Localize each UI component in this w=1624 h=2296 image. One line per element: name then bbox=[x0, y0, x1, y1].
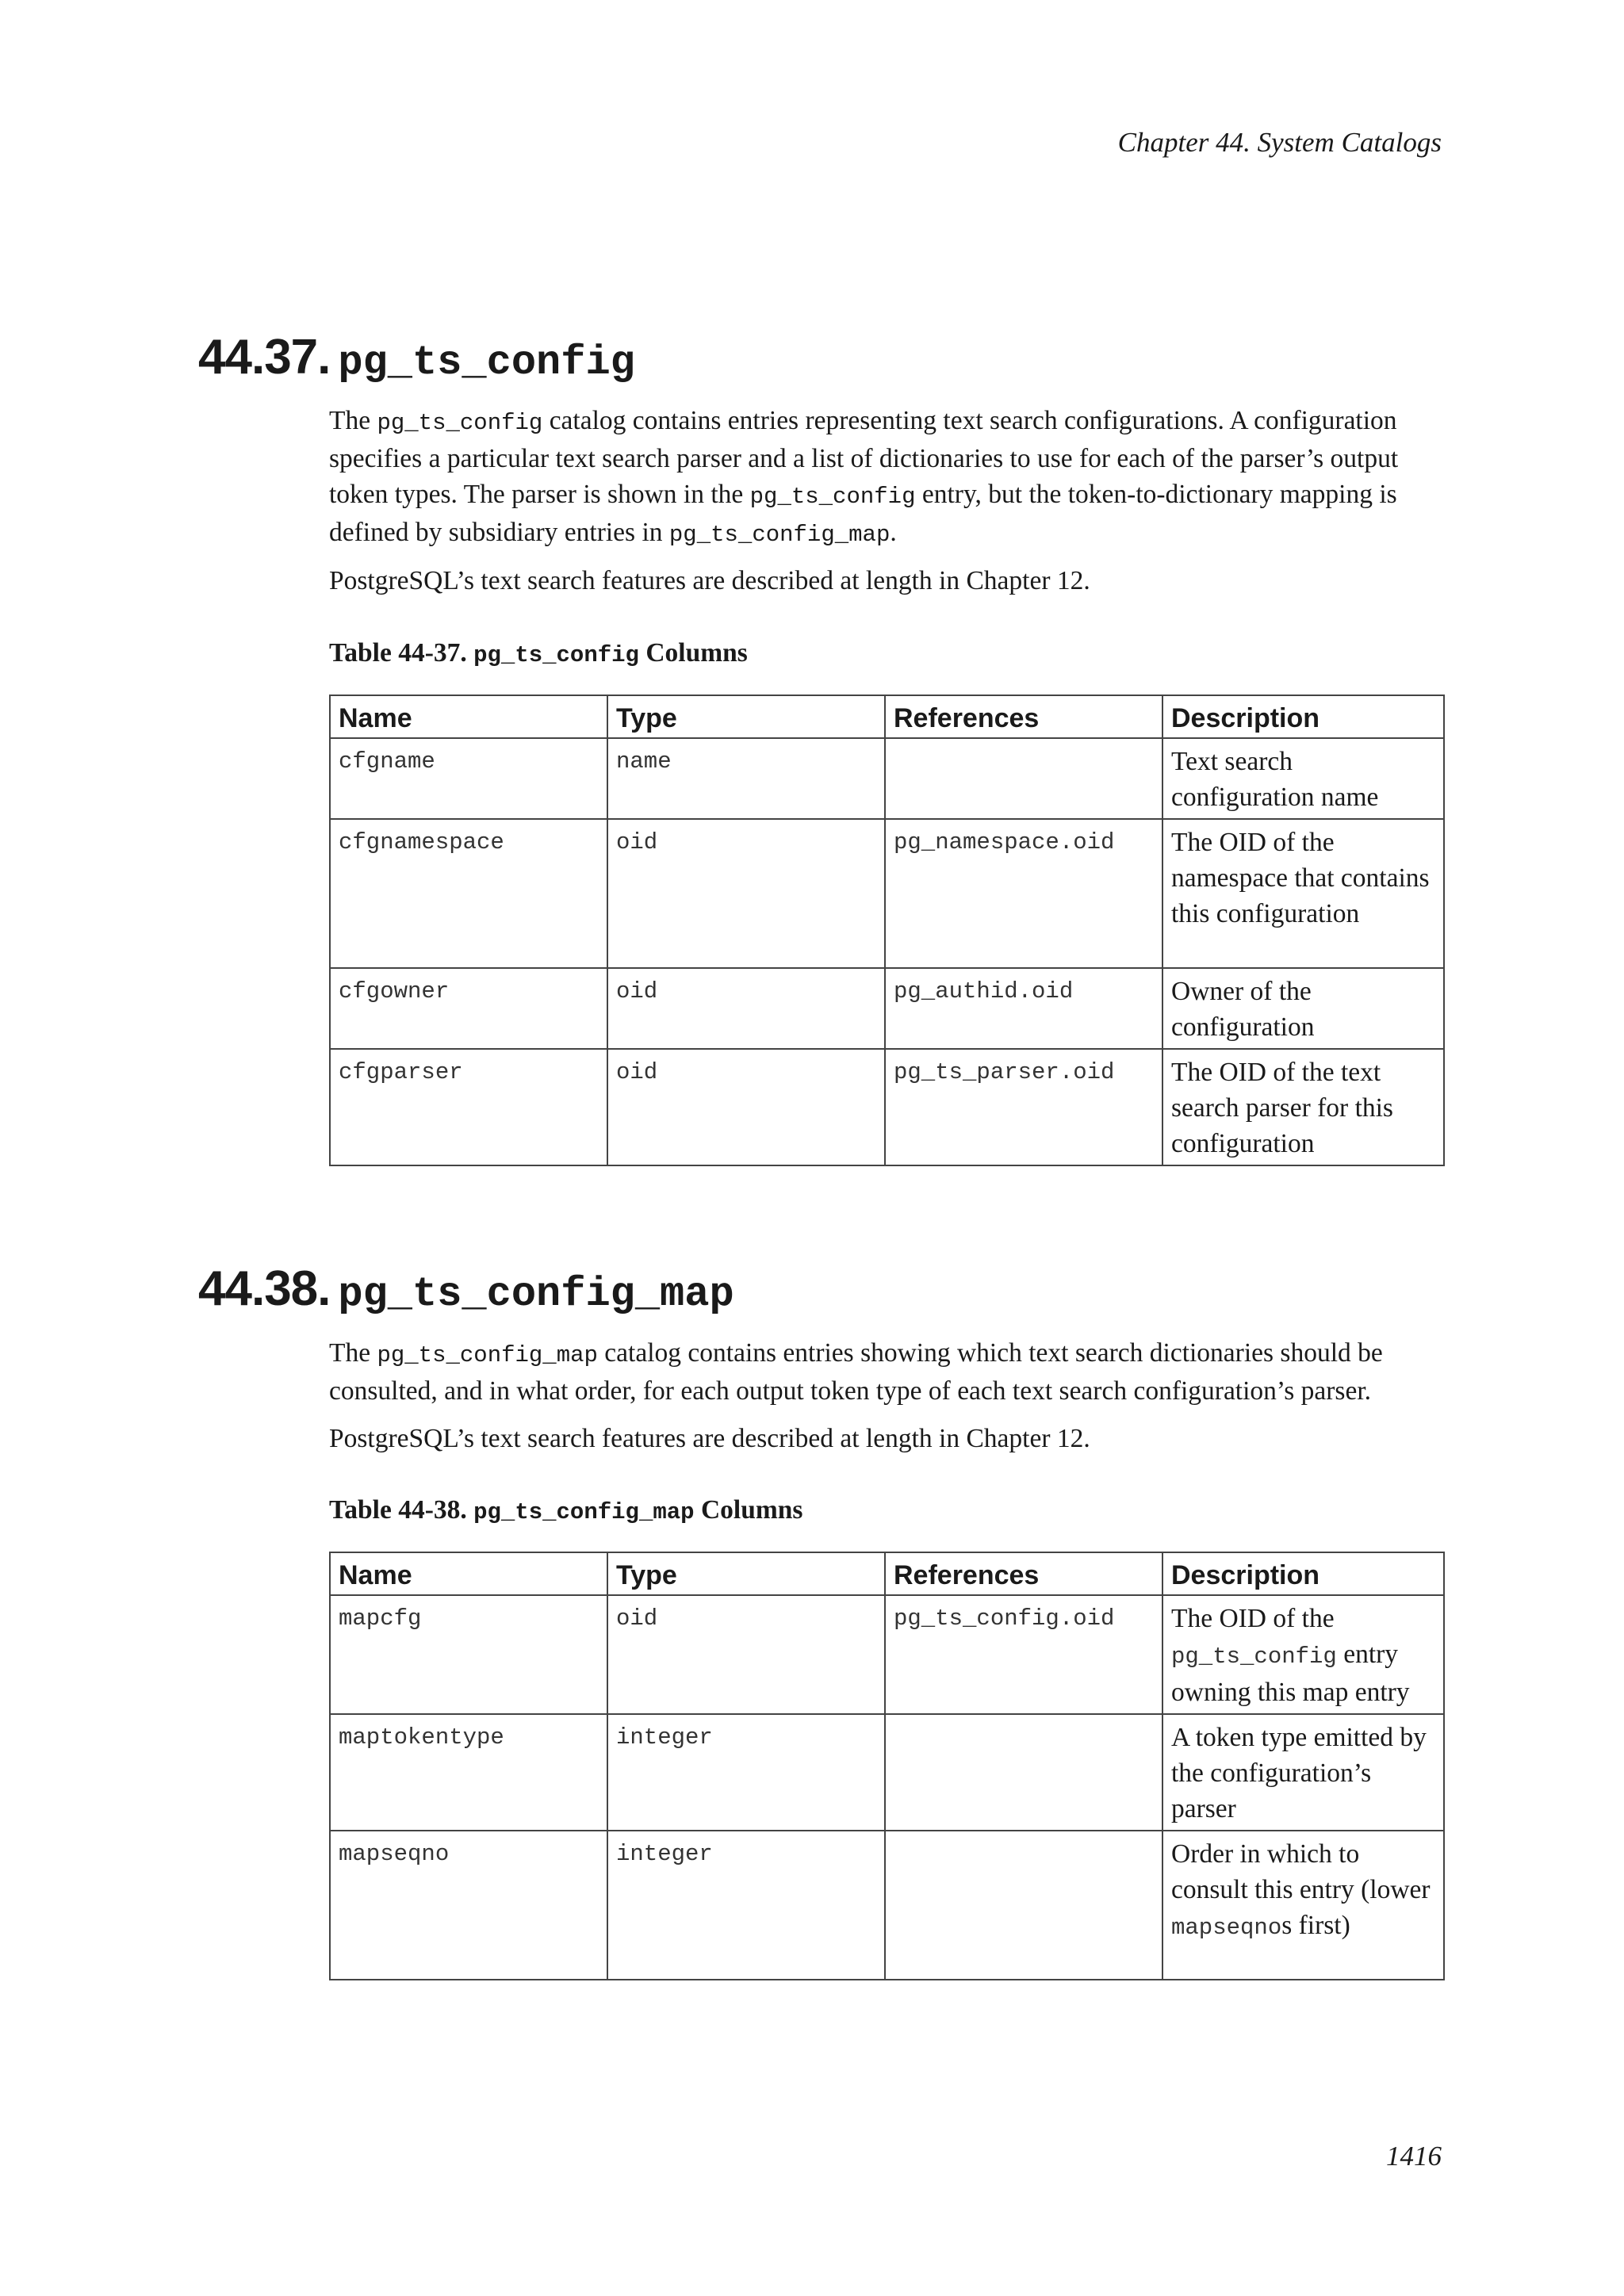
cell-type: oid bbox=[607, 1595, 885, 1714]
cell-references: pg_ts_config.oid bbox=[885, 1595, 1162, 1714]
inline-code: pg_ts_config bbox=[377, 410, 543, 436]
cell-description bbox=[1162, 1595, 1444, 1714]
table-caption bbox=[329, 638, 748, 668]
description-text: The OID of the bbox=[1171, 1604, 1335, 1633]
section-title: pg_ts_config bbox=[338, 339, 635, 386]
cell-references bbox=[885, 738, 1162, 819]
header-name: Name bbox=[330, 1552, 607, 1595]
caption-suffix: Columns bbox=[638, 638, 748, 668]
description-text: entry owning this map entry bbox=[1171, 1640, 1410, 1707]
section-title: pg_ts_config_map bbox=[338, 1271, 734, 1318]
section-intro-paragraph bbox=[329, 1335, 1443, 1409]
table-row bbox=[330, 1714, 1444, 1831]
section-note-paragraph: PostgreSQL’s text search features are described at length in Chapter 12. bbox=[329, 566, 1090, 595]
cell-description: The OID of the namespace that contains this configuration bbox=[1162, 819, 1444, 968]
header-type: Type bbox=[607, 1552, 885, 1595]
inline-code: pg_ts_config bbox=[1171, 1644, 1337, 1670]
cell-name: mapcfg bbox=[330, 1595, 607, 1714]
table-header-row bbox=[330, 695, 1444, 738]
header-description: Description bbox=[1162, 1552, 1444, 1595]
section-intro-paragraph bbox=[329, 403, 1443, 553]
inline-code: pg_ts_config_map bbox=[377, 1342, 598, 1368]
caption-prefix: Table 44-38. bbox=[329, 1495, 474, 1525]
caption-code: pg_ts_config_map bbox=[473, 1499, 695, 1525]
cell-description: Text search configuration name bbox=[1162, 738, 1444, 819]
cell-name: mapseqno bbox=[330, 1831, 607, 1980]
section-note-paragraph: PostgreSQL’s text search features are described at length in Chapter 12. bbox=[329, 1424, 1090, 1453]
cell-name: cfgowner bbox=[330, 968, 607, 1049]
table-row bbox=[330, 968, 1444, 1049]
cell-references bbox=[885, 1714, 1162, 1831]
inline-code: pg_ts_config_map bbox=[668, 522, 891, 548]
cell-name: maptokentype bbox=[330, 1714, 607, 1831]
cell-name: cfgparser bbox=[330, 1049, 607, 1165]
pg-ts-config-map-columns-table bbox=[329, 1552, 1445, 1980]
pg-ts-config-columns-table bbox=[329, 695, 1445, 1166]
cell-references: pg_authid.oid bbox=[885, 968, 1162, 1049]
caption-code: pg_ts_config bbox=[473, 642, 639, 668]
caption-prefix: Table 44-37. bbox=[329, 638, 474, 668]
header-description: Description bbox=[1162, 695, 1444, 738]
description-text: Order in which to consult this entry (lower bbox=[1171, 1839, 1431, 1904]
cell-type: integer bbox=[607, 1714, 885, 1831]
table-row bbox=[330, 819, 1444, 968]
table-row bbox=[330, 1831, 1444, 1980]
intro-text: . bbox=[890, 518, 897, 547]
cell-description: The OID of the text search parser for this configuration bbox=[1162, 1049, 1444, 1165]
cell-description bbox=[1162, 1831, 1444, 1980]
table-caption bbox=[329, 1495, 802, 1525]
cell-name: cfgname bbox=[330, 738, 607, 819]
table-header-row bbox=[330, 1552, 1444, 1595]
description-text: s first) bbox=[1281, 1911, 1350, 1940]
table-row bbox=[330, 738, 1444, 819]
cell-type: integer bbox=[607, 1831, 885, 1980]
header-references: References bbox=[885, 695, 1162, 738]
section-number: 44.38. bbox=[198, 1261, 331, 1316]
section-heading-pg-ts-config bbox=[198, 329, 635, 386]
cell-description: A token type emitted by the configuration’s parser bbox=[1162, 1714, 1444, 1831]
header-name: Name bbox=[330, 695, 607, 738]
cell-name: cfgnamespace bbox=[330, 819, 607, 968]
table-row bbox=[330, 1595, 1444, 1714]
cell-references: pg_ts_parser.oid bbox=[885, 1049, 1162, 1165]
cell-description: Owner of the configuration bbox=[1162, 968, 1444, 1049]
section-number: 44.37. bbox=[198, 330, 331, 385]
cell-references bbox=[885, 1831, 1162, 1980]
inline-code: pg_ts_config bbox=[749, 484, 916, 510]
intro-text: catalog contains entries showing which text search dictionaries should be consulted, and in what order, for each output token type of each text search configuration’s parser. bbox=[329, 1338, 1383, 1406]
caption-suffix: Columns bbox=[694, 1495, 803, 1525]
intro-text: catalog contains entries representing text search configurations. A configuration specifies a particular text search parser and a list of dictionaries to use for each of the parser’s output token types. The parser is shown in the bbox=[329, 406, 1399, 509]
intro-text: entry, but the token-to-dictionary mapping is defined by subsidiary entries in bbox=[329, 480, 1397, 547]
header-references: References bbox=[885, 1552, 1162, 1595]
cell-references: pg_namespace.oid bbox=[885, 819, 1162, 968]
intro-text: The bbox=[329, 406, 377, 435]
cell-type: oid bbox=[607, 968, 885, 1049]
cell-type: name bbox=[607, 738, 885, 819]
cell-type: oid bbox=[607, 819, 885, 968]
page-number: 1416 bbox=[1386, 2141, 1442, 2172]
running-header: Chapter 44. System Catalogs bbox=[1117, 127, 1442, 158]
table-row bbox=[330, 1049, 1444, 1165]
cell-type: oid bbox=[607, 1049, 885, 1165]
inline-code: mapseqno bbox=[1171, 1915, 1282, 1941]
intro-text: The bbox=[329, 1338, 377, 1368]
section-heading-pg-ts-config-map bbox=[198, 1261, 734, 1318]
header-type: Type bbox=[607, 695, 885, 738]
